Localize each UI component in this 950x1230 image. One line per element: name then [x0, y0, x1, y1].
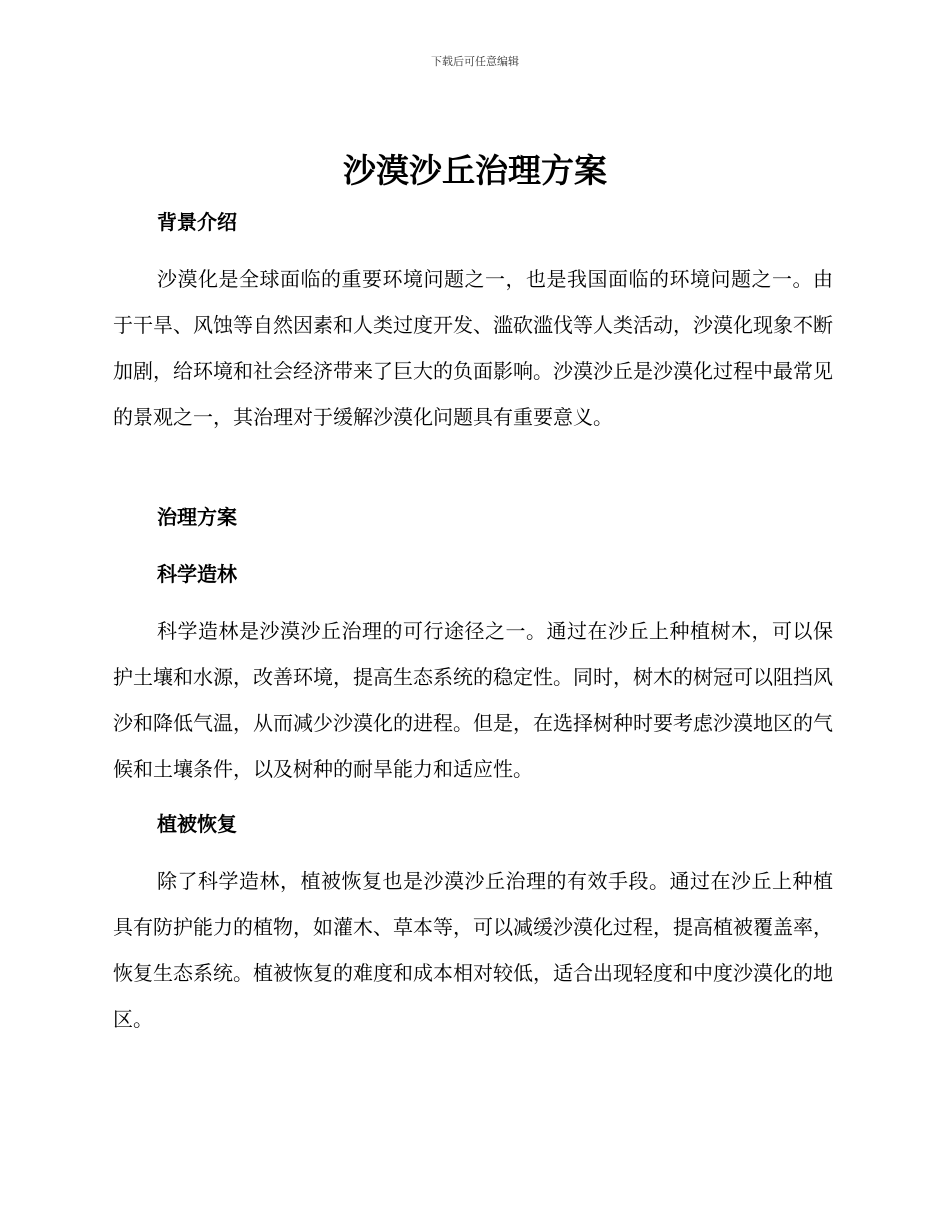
paragraph-background: 沙漠化是全球面临的重要环境问题之一，也是我国面临的环境问题之一。由于干旱、风蚀等自然因素和人类过度开发、滥砍滥伐等人类活动，沙漠化现象不断加剧，给环境和社会经济带来了巨大的负面影响。沙漠沙丘是沙漠化过程中最常见的景观之一，其治理对于缓解沙漠化问题具有重要意义。	[113, 267, 833, 429]
document-title: 沙漠沙丘治理方案	[343, 151, 607, 190]
heading-vegetation: 植被恢复	[157, 812, 237, 836]
heading-afforestation: 科学造林	[157, 562, 237, 586]
heading-plan: 治理方案	[157, 505, 237, 529]
paragraph-afforestation: 科学造林是沙漠沙丘治理的可行途径之一。通过在沙丘上种植树木，可以保护土壤和水源，改善环境，提高生态系统的稳定性。同时，树木的树冠可以阻挡风沙和降低气温，从而减少沙漠化的进程。但是，在选择树种时要考虑沙漠地区的气候和土壤条件，以及树种的耐旱能力和适应性。	[113, 619, 833, 781]
paragraph-vegetation: 除了科学造林，植被恢复也是沙漠沙丘治理的有效手段。通过在沙丘上种植具有防护能力的植物，如灌木、草本等，可以减缓沙漠化过程，提高植被覆盖率，恢复生态系统。植被恢复的难度和成本相对较低，适合出现轻度和中度沙漠化的地区。	[113, 869, 833, 1031]
header-note: 下载后可任意编辑	[431, 55, 519, 68]
heading-background: 背景介绍	[157, 210, 237, 234]
